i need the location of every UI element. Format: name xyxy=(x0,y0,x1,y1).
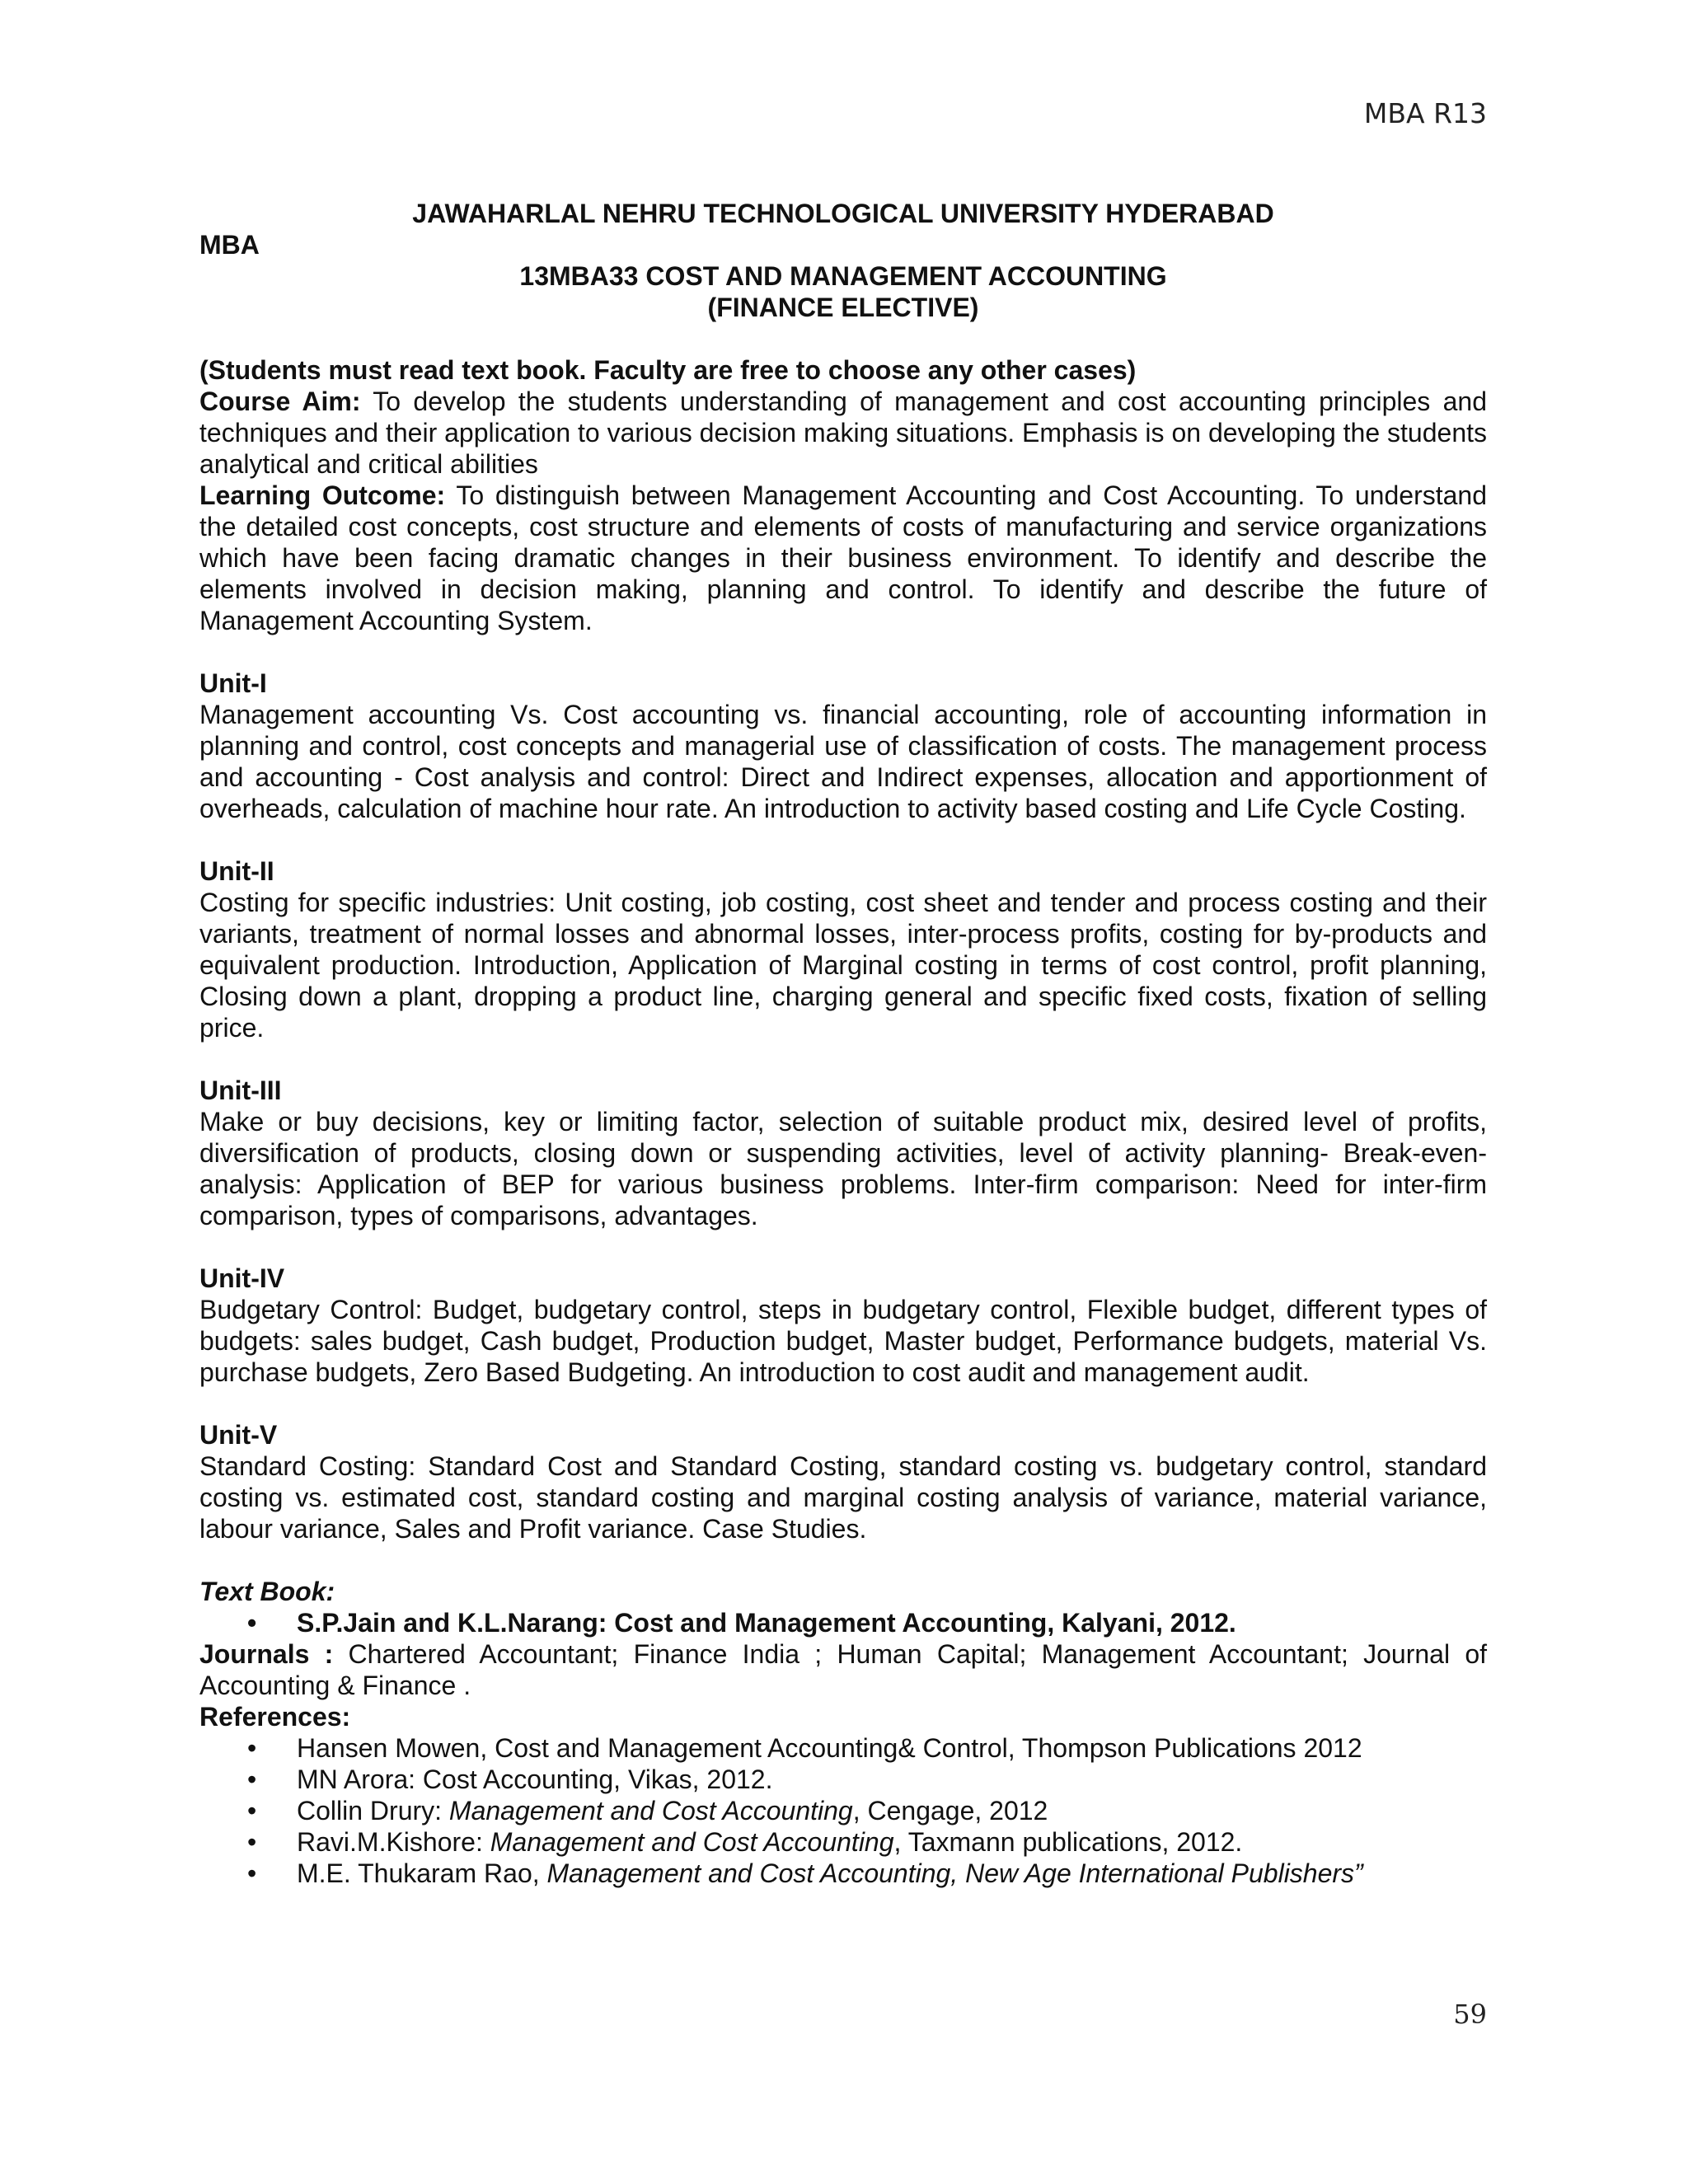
unit-heading: Unit-IV xyxy=(199,1263,285,1293)
reference-item xyxy=(199,1764,1487,1795)
university-name: JAWAHARLAL NEHRU TECHNOLOGICAL UNIVERSITY HYDERABAD xyxy=(412,199,1274,228)
syllabus-content xyxy=(199,354,1487,1889)
unit-text: Costing for specific industries: Unit costing, job costing, cost sheet and tender and process costing and their variants, treatment of normal losses and abnormal losses, inter-process profits, costing for by-products and equivalent production. Introduction, Application of Marginal costing in terms of cost control, profit planning, Closing down a plant, dropping a product line, charging general and specific fixed costs, fixation of selling price. xyxy=(199,888,1487,1043)
unit-text: Standard Costing: Standard Cost and Standard Costing, standard costing vs. budgetary control, standard costing vs. estimated cost, standard costing and marginal costing analysis of variance, material variance, labour variance, Sales and Profit variance. Case Studies. xyxy=(199,1451,1487,1544)
unit-heading: Unit-II xyxy=(199,856,274,886)
journals-text: Chartered Accountant; Finance India ; Human Capital; Management Accountant; Journal of Accounting & Finance . xyxy=(199,1639,1487,1700)
course-elective: (FINANCE ELECTIVE) xyxy=(707,293,979,322)
reference-item xyxy=(199,1826,1487,1858)
unit-heading: Unit-I xyxy=(199,668,267,698)
course-aim-text: To develop the students understanding of management and cost accounting principles and techniques and their application to various decision making situations. Emphasis is on developing the students analytical and critical abilities xyxy=(199,387,1488,479)
students-note: (Students must read text book. Faculty are free to choose any other cases) xyxy=(199,355,1137,385)
unit-heading: Unit-III xyxy=(199,1076,282,1105)
reference-author: MN Arora: Cost Accounting, Vikas, 2012. xyxy=(297,1765,773,1794)
program-label: MBA xyxy=(199,230,260,260)
reference-author: M.E. Thukaram Rao, xyxy=(297,1858,547,1888)
unit-4 xyxy=(199,1263,1487,1388)
text-book-heading: Text Book: xyxy=(199,1577,335,1606)
unit-5 xyxy=(199,1419,1487,1544)
page-number: 59 xyxy=(1453,1999,1487,2030)
text-book-section xyxy=(199,1576,1487,1889)
header-program-code: MBA R13 xyxy=(1363,97,1487,129)
learning-outcome-text: To distinguish between Management Accounting and Cost Accounting. To understand the detailed cost concepts, cost structure and elements of costs of manufacturing and service organizations which have been facing dramatic changes in their business environment. To identify and describe the elements involved in decision making, planning and control. To identify and describe the future of Management Accounting System. xyxy=(199,480,1488,635)
unit-1 xyxy=(199,668,1487,824)
course-aim xyxy=(199,386,1487,480)
unit-text: Budgetary Control: Budget, budgetary control, steps in budgetary control, Flexible budget, different types of budgets: sales budget, Cash budget, Production budget, Master budget, Performance budgets, material Vs. purchase budgets, Zero Based Budgeting. An introduction to cost audit and management audit. xyxy=(199,1295,1487,1387)
references-heading: References: xyxy=(199,1702,351,1732)
reference-item xyxy=(199,1795,1487,1826)
reference-item xyxy=(199,1858,1487,1889)
learning-outcome-label: Learning Outcome: xyxy=(199,480,446,510)
text-book-list xyxy=(199,1607,1487,1638)
reference-title: Management and Cost Accounting xyxy=(448,1796,853,1825)
course-title-block xyxy=(199,260,1487,323)
course-aim-label: Course Aim: xyxy=(199,387,361,416)
reference-publisher: , Cengage, 2012 xyxy=(852,1796,1048,1825)
reference-publisher: , Taxmann publications, 2012. xyxy=(893,1827,1243,1857)
reference-title: Management and Cost Accounting, New Age International Publishers” xyxy=(546,1858,1363,1888)
reference-author: Ravi.M.Kishore: xyxy=(297,1827,490,1857)
unit-heading: Unit-V xyxy=(199,1420,278,1450)
learning-outcome xyxy=(199,480,1487,636)
reference-author: Hansen Mowen, Cost and Management Accounting& Control, Thompson Publications 2012 xyxy=(297,1733,1362,1763)
references-list xyxy=(199,1732,1487,1889)
course-code-title: 13MBA33 COST AND MANAGEMENT ACCOUNTING xyxy=(519,261,1167,291)
unit-text: Make or buy decisions, key or limiting factor, selection of suitable product mix, desired level of profits, diversification of products, closing down or suspending activities, level of activity planning- Break-even-analysis: Application of BEP for various business problems. Inter-firm comparison: Need for inter-firm comparison, types of comparisons, advantages. xyxy=(199,1107,1487,1230)
unit-text: Management accounting Vs. Cost accounting vs. financial accounting, role of accounting information in planning and control, cost concepts and managerial use of classification of costs. The management process and accounting - Cost analysis and control: Direct and Indirect expenses, allocation and apportionment of overheads, calculation of machine hour rate. An introduction to activity based costing and Life Cycle Costing. xyxy=(199,700,1487,823)
reference-item xyxy=(199,1732,1487,1764)
unit-3 xyxy=(199,1075,1487,1231)
reference-author: Collin Drury: xyxy=(297,1796,449,1825)
text-book-item: • S.P.Jain and K.L.Narang: Cost and Management Accounting, Kalyani, 2012. xyxy=(199,1607,1487,1638)
unit-2 xyxy=(199,855,1487,1043)
journals xyxy=(199,1638,1487,1701)
reference-title: Management and Cost Accounting xyxy=(490,1827,894,1857)
journals-label: Journals : xyxy=(199,1639,334,1669)
